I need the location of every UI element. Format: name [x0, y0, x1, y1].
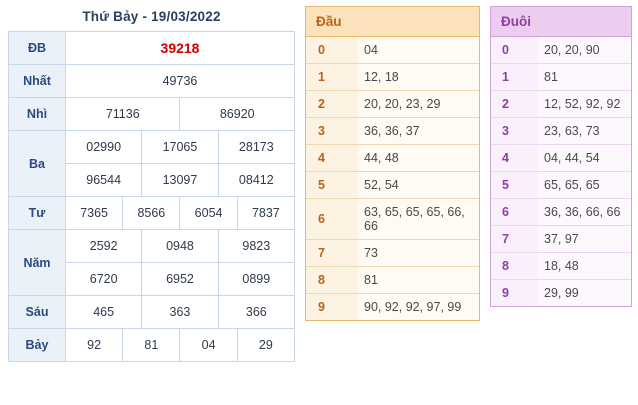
prize-number: 8566 [123, 197, 180, 230]
dau-key: 6 [306, 199, 358, 240]
duoi-row [491, 199, 631, 226]
prize-number: 86920 [180, 98, 295, 131]
prize-number: 0948 [142, 230, 218, 263]
dau-value: 12, 18 [358, 64, 479, 91]
prize-label: Năm [9, 230, 66, 296]
duoi-key: 5 [491, 172, 538, 199]
prize-number: 28173 [218, 131, 294, 164]
prize-label: Ba [9, 131, 66, 197]
prize-number: 71136 [66, 98, 180, 131]
prize-number: 49736 [66, 65, 295, 98]
table-row [9, 296, 295, 329]
dau-value: 73 [358, 240, 479, 267]
results-table-body [9, 32, 295, 362]
duoi-row [491, 280, 631, 307]
prize-label: ĐB [9, 32, 66, 65]
prize-number: 7365 [66, 197, 123, 230]
table-row [9, 197, 295, 230]
table-row [9, 329, 295, 362]
prize-number: 0899 [218, 263, 294, 296]
prize-number: 92 [66, 329, 123, 362]
duoi-key: 7 [491, 226, 538, 253]
duoi-value: 37, 97 [538, 226, 631, 253]
dau-value: 44, 48 [358, 145, 479, 172]
duoi-table-body [491, 37, 631, 306]
dau-value: 52, 54 [358, 172, 479, 199]
dau-table [306, 37, 479, 320]
prize-label: Tư [9, 197, 66, 230]
dau-key: 9 [306, 294, 358, 321]
prize-number: 02990 [66, 131, 142, 164]
dau-row [306, 172, 479, 199]
prize-number: 96544 [66, 164, 142, 197]
results-table [8, 31, 295, 362]
duoi-value: 65, 65, 65 [538, 172, 631, 199]
dau-row [306, 37, 479, 64]
dau-key: 5 [306, 172, 358, 199]
duoi-key: 8 [491, 253, 538, 280]
duoi-key: 2 [491, 91, 538, 118]
duoi-panel [490, 6, 632, 307]
prize-number: 465 [66, 296, 142, 329]
prize-number: 17065 [142, 131, 218, 164]
duoi-value: 18, 48 [538, 253, 631, 280]
prize-number: 29 [237, 329, 294, 362]
dau-row [306, 118, 479, 145]
duoi-key: 6 [491, 199, 538, 226]
dau-panel [305, 6, 480, 321]
duoi-value: 81 [538, 64, 631, 91]
dau-row [306, 91, 479, 118]
dau-key: 1 [306, 64, 358, 91]
dau-row [306, 267, 479, 294]
duoi-value: 23, 63, 73 [538, 118, 631, 145]
prize-number: 9823 [218, 230, 294, 263]
duoi-value: 20, 20, 90 [538, 37, 631, 64]
duoi-key: 4 [491, 145, 538, 172]
dau-header: Đầu [306, 7, 479, 37]
prize-number: 2592 [66, 230, 142, 263]
prize-label: Nhì [9, 98, 66, 131]
prize-number: 04 [180, 329, 237, 362]
duoi-row [491, 91, 631, 118]
prize-number: 08412 [218, 164, 294, 197]
dau-key: 7 [306, 240, 358, 267]
prize-number: 6952 [142, 263, 218, 296]
duoi-key: 1 [491, 64, 538, 91]
duoi-value: 36, 36, 66, 66 [538, 199, 631, 226]
duoi-row [491, 37, 631, 64]
dau-row [306, 145, 479, 172]
duoi-row [491, 145, 631, 172]
dau-value: 90, 92, 92, 97, 99 [358, 294, 479, 321]
duoi-row [491, 64, 631, 91]
prize-number: 366 [218, 296, 294, 329]
prize-number: 7837 [237, 197, 294, 230]
prize-number: 13097 [142, 164, 218, 197]
duoi-row [491, 253, 631, 280]
prize-number: 6720 [66, 263, 142, 296]
duoi-key: 3 [491, 118, 538, 145]
duoi-value: 04, 44, 54 [538, 145, 631, 172]
dau-value: 20, 20, 23, 29 [358, 91, 479, 118]
duoi-value: 29, 99 [538, 280, 631, 307]
dau-key: 3 [306, 118, 358, 145]
page-title: Thứ Bảy - 19/03/2022 [82, 9, 221, 24]
dau-value: 04 [358, 37, 479, 64]
duoi-row [491, 118, 631, 145]
special-prize-number: 39218 [66, 32, 295, 65]
table-row [9, 230, 295, 263]
table-row [9, 32, 295, 65]
duoi-row [491, 172, 631, 199]
table-row [9, 98, 295, 131]
prize-number: 363 [142, 296, 218, 329]
dau-key: 4 [306, 145, 358, 172]
duoi-key: 0 [491, 37, 538, 64]
dau-key: 8 [306, 267, 358, 294]
dau-key: 2 [306, 91, 358, 118]
dau-table-body [306, 37, 479, 320]
prize-label: Sáu [9, 296, 66, 329]
dau-row [306, 64, 479, 91]
duoi-row [491, 226, 631, 253]
dau-row [306, 199, 479, 240]
table-row [9, 131, 295, 164]
duoi-table [491, 37, 631, 306]
dau-row [306, 240, 479, 267]
prize-label: Bảy [9, 329, 66, 362]
dau-key: 0 [306, 37, 358, 64]
table-row [9, 65, 295, 98]
duoi-header: Đuôi [491, 7, 631, 37]
prize-number: 6054 [180, 197, 237, 230]
dau-value: 81 [358, 267, 479, 294]
duoi-key: 9 [491, 280, 538, 307]
dau-value: 36, 36, 37 [358, 118, 479, 145]
prize-number: 81 [123, 329, 180, 362]
main-results-panel [8, 6, 295, 362]
dau-row [306, 294, 479, 321]
prize-label: Nhất [9, 65, 66, 98]
dau-value: 63, 65, 65, 65, 66, 66 [358, 199, 479, 240]
duoi-value: 12, 52, 92, 92 [538, 91, 631, 118]
